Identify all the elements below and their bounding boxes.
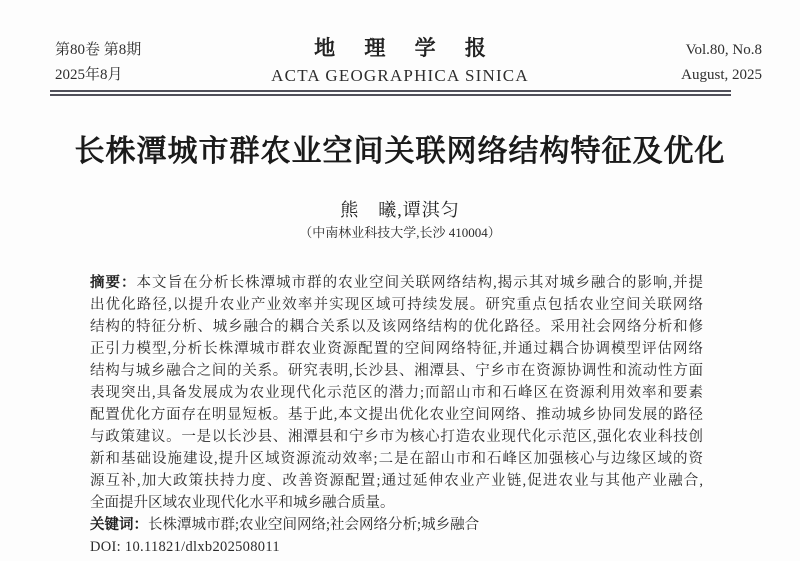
abstract-line: 源互补,加大政策扶持力度、改善资源配置;通过延伸农业产业链,促进农业与其他产业融合, — [90, 473, 703, 489]
abstract-section — [90, 272, 703, 558]
article-title: 长株潭城市群农业空间关联网络结构特征及优化 — [74, 135, 726, 168]
journal-date-en: August, 2025 — [681, 67, 762, 83]
abstract-line: 正引力模型,分析长株潭城市群农业资源配置的空间网络特征,并通过耦合协调模型评估网络 — [90, 341, 703, 357]
journal-volume-issue-cn: 第80卷 第8期 — [55, 42, 142, 58]
article-authors: 熊 曦,谭淇匀 — [340, 200, 460, 220]
keywords-row — [90, 514, 703, 536]
abstract-line: 结构的特征分析、城乡融合的耦合关系以及该网络结构的优化路径。采用社会网络分析和修 — [90, 319, 703, 335]
journal-header-right — [681, 38, 762, 88]
journal-name-en: ACTA GEOGRAPHICA SINICA — [271, 66, 529, 85]
abstract-line — [90, 272, 703, 294]
journal-date-cn: 2025年8月 — [55, 67, 123, 83]
abstract-line: 出优化路径,以提升农业产业效率并实现区域可持续发展。研究重点包括农业空间关联网络 — [90, 297, 703, 313]
keywords-text: 长株潭城市群;农业空间网络;社会网络分析;城乡融合 — [148, 517, 480, 533]
abstract-label: 摘要： — [90, 275, 137, 291]
abstract-line: 新和基础设施建设,提升区域资源流动效率;二是在韶山市和石峰区加强核心与边缘区域的资 — [90, 451, 703, 467]
abstract-line: 与政策建议。一是以长沙县、湘潭县和宁乡市为核心打造农业现代化示范区,强化农业科技创 — [90, 429, 703, 445]
header-double-rule — [50, 90, 731, 96]
abstract-line: 表现突出,具备发展成为农业现代化示范区的潜力;而韶山市和石峰区在资源利用效率和要素 — [90, 385, 703, 401]
journal-header-center — [0, 35, 800, 89]
article-affiliation: （中南林业科技大学,长沙 410004） — [299, 225, 501, 240]
journal-name-cn: 地 理 学 报 — [314, 36, 498, 60]
doi-text: DOI: 10.11821/dlxb202508011 — [90, 539, 280, 555]
abstract-line: 配置优化方面存在明显短板。基于此,本文提出优化农业空间网络、推动城乡协同发展的路径 — [90, 407, 703, 423]
journal-volume-issue-en: Vol.80, No.8 — [685, 42, 762, 58]
abstract-line: 结构与城乡融合之间的关系。研究表明,长沙县、湘潭县、宁乡市在资源协调性和流动性方面 — [90, 363, 703, 379]
keywords-label: 关键词： — [90, 517, 148, 533]
abstract-line-text: 本文旨在分析长株潭城市群的农业空间关联网络结构,揭示其对城乡融合的影响,并提 — [136, 275, 703, 291]
abstract-line: 全面提升区域农业现代化水平和城乡融合质量。 — [90, 495, 395, 511]
